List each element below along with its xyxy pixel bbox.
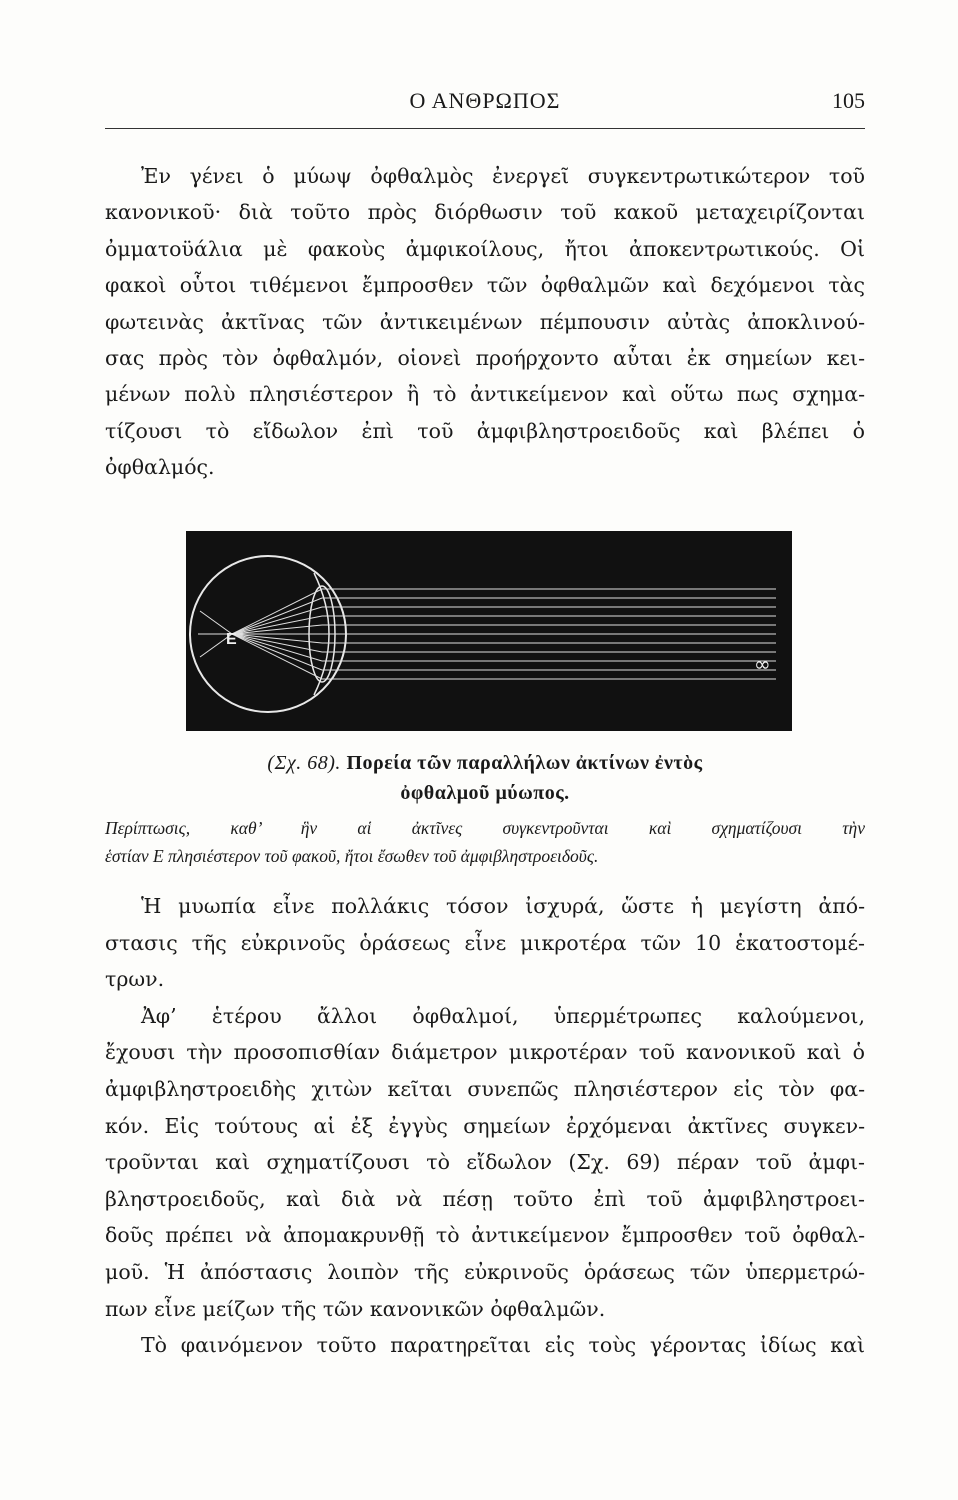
text-line: τρων.	[105, 967, 165, 992]
text-line: ὀφθαλμός.	[105, 455, 215, 480]
paragraph-1	[105, 158, 865, 486]
caption-description	[105, 814, 865, 870]
infinity-label: ∞	[754, 652, 771, 676]
text-line: βληστροειδοῦς, καὶ διὰ νὰ πέσῃ τοῦτο ἐπὶ τοῦ ἀμφιβληστροει-	[105, 1186, 865, 1211]
text-line: πων εἶνε μείζων τῆς τῶν κανονικῶν ὀφθαλμῶν.	[105, 1296, 606, 1321]
text-line: φακοὶ οὗτοι τιθέμενοι ἔμπροσθεν τῶν ὀφθαλμῶν καὶ δεχόμενοι τὰς	[105, 273, 865, 298]
figure-drawing	[186, 531, 792, 731]
text-line: φωτεινὰς ἀκτῖνας τῶν ἀντικειμένων πέμπουσιν αὐτὰς ἀποκλινού-	[105, 309, 865, 334]
text-line: τροῦνται καὶ σχηματίζουσι τὸ εἴδωλον (Σχ. 69) πέραν τοῦ ἀμφι-	[105, 1150, 865, 1175]
text-line: κανονικοῦ· διὰ τοῦτο πρὸς διόρθωσιν τοῦ κακοῦ μεταχειρίζονται	[105, 200, 865, 225]
text-line: Ἐν γένει ὁ μύωψ ὀφθαλμὸς ἐνεργεῖ συγκεντρωτικώτερον τοῦ	[141, 164, 865, 188]
text-line: μοῦ. Ἡ ἀπόστασις λοιπὸν τῆς εὐκρινοῦς ὁράσεως τῶν ὑπερμετρώ-	[105, 1259, 865, 1284]
text-line: τίζουσι τὸ εἴδωλον ἐπὶ τοῦ ἀμφιβληστροειδοῦς καὶ βλέπει ὁ	[105, 418, 865, 443]
text-line: Ἡ μυωπία εἶνε πολλάκις τόσον ἰσχυρά, ὥστε ἡ μεγίστη ἀπό-	[141, 894, 865, 918]
figure-background	[186, 531, 792, 731]
body-text-continued	[105, 888, 865, 1364]
text-line: Τὸ φαινόμενον τοῦτο παρατηρεῖται εἰς τοὺς γέροντας ἰδίως καὶ	[141, 1333, 865, 1358]
text-line: μένων πολὺ πλησιέστερον ἢ τὸ ἀντικείμενον καὶ οὕτω πως σχημα-	[105, 382, 865, 407]
eye-ray-figure	[186, 531, 792, 731]
header-rule	[105, 128, 865, 129]
text-line: Ἀφ’ ἑτέρου ἄλλοι ὀφθαλμοί, ὑπερμέτρωπες καλούμενοι,	[141, 1003, 865, 1028]
text-line: σας πρὸς τὸν ὀφθαλμόν, οἱονεὶ προήρχοντο αὗται ἐκ σημείων κει-	[105, 346, 865, 371]
text-line: ἔχουσι τὴν προσοπισθίαν διάμετρον μικροτέραν τοῦ κανονικοῦ καὶ ὁ	[105, 1040, 865, 1065]
page-number: 105	[832, 88, 865, 113]
running-head: Ο ΑΝΘΡΩΠΟΣ	[409, 88, 561, 113]
figure-number: (Σχ. 68).	[267, 752, 341, 774]
caption-title-text-1: Πορεία τῶν παραλλήλων ἀκτίνων ἐντὸς	[346, 752, 703, 774]
caption-desc-line: Περίπτωσις, καθ’ ἣν αἱ ἀκτῖνες συγκεντροῦνται καὶ σχηματίζουσι τὴν	[105, 818, 865, 838]
page-header	[105, 88, 865, 128]
text-line: δοῦς πρέπει νὰ ἀπομακρυνθῇ τὸ ἀντικείμενον ἔμπροσθεν τοῦ ὀφθαλ-	[105, 1223, 865, 1248]
focus-label-e: E	[226, 631, 237, 648]
figure-caption	[105, 748, 865, 870]
text-line: στασις τῆς εὐκρινοῦς ὁράσεως εἶνε μικροτέρα τῶν 10 ἑκατοστομέ-	[105, 930, 865, 955]
text-line: ὀμματοϋάλια μὲ φακοὺς ἀμφικοίλους, ἤτοι ἀποκεντρωτικούς. Οἱ	[105, 236, 865, 261]
text-line: κόν. Εἰς τούτους αἱ ἐξ ἐγγὺς σημείων ἐρχόμεναι ἀκτῖνες συγκεν-	[105, 1113, 865, 1138]
caption-title-line-1	[105, 748, 865, 778]
caption-desc-line: ἑστίαν Ε πλησιέστερον τοῦ φακοῦ, ἤτοι ἔσωθεν τοῦ ἀμφιβληστροειδοῦς.	[105, 846, 599, 866]
text-line: ἀμφιβληστροειδὴς χιτὼν κεῖται συνεπῶς πλησιέστερον εἰς τὸν φα-	[105, 1076, 865, 1101]
caption-title-line-2: ὀφθαλμοῦ μύωπος.	[400, 782, 570, 804]
